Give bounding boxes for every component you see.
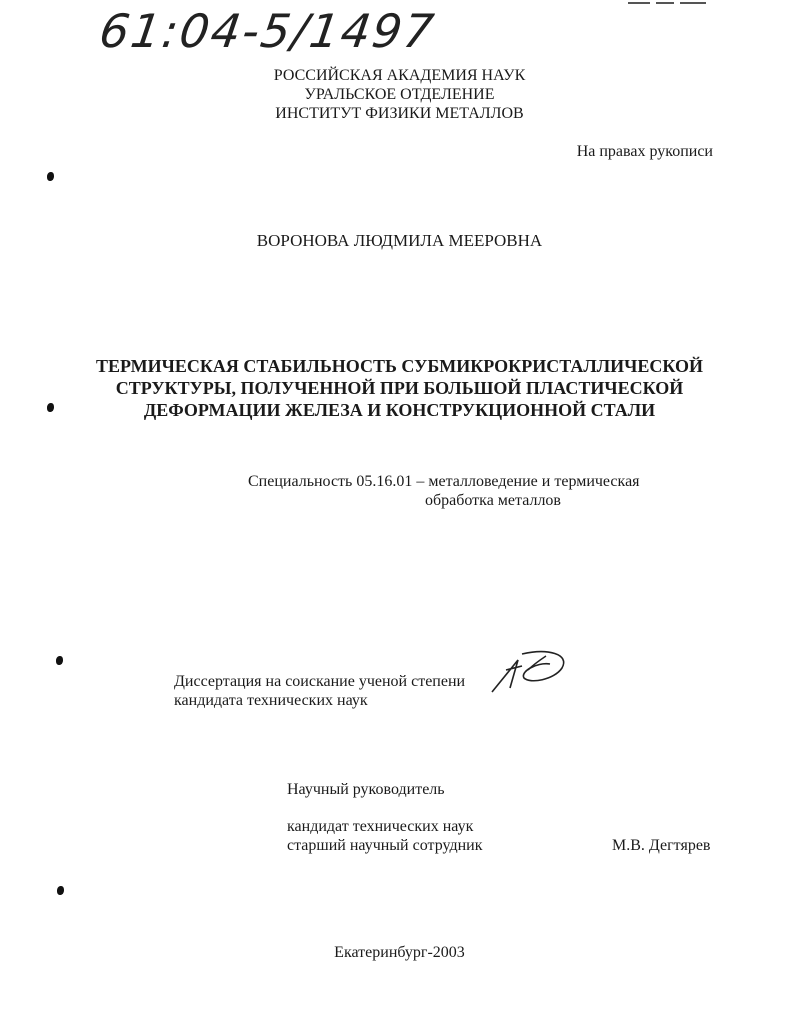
specialty-line2: обработка металлов (425, 492, 561, 509)
signature (488, 640, 578, 700)
supervisor-label: Научный руководитель (287, 781, 445, 798)
supervisor-position: старший научный сотрудник (287, 837, 483, 854)
scan-mark (680, 2, 706, 4)
supervisor-name: М.В. Дегтярев (612, 837, 711, 854)
binding-mark (56, 656, 63, 665)
binding-mark (47, 403, 54, 412)
rights-note: На правах рукописи (576, 143, 713, 160)
archive-number: 61:04-5/1497 (96, 4, 439, 58)
title-line: СТРУКТУРЫ, ПОЛУЧЕННОЙ ПРИ БОЛЬШОЙ ПЛАСТИЧЕСКОЙ (115, 378, 684, 398)
dissertation-line2: кандидата технических наук (174, 692, 368, 709)
header-academy: РОССИЙСКАЯ АКАДЕМИЯ НАУК (273, 67, 526, 84)
title-line: ДЕФОРМАЦИИ ЖЕЛЕЗА И КОНСТРУКЦИОННОЙ СТАЛИ (143, 400, 656, 420)
dissertation-title (0, 355, 799, 421)
header-branch: УРАЛЬСКОЕ ОТДЕЛЕНИЕ (304, 86, 495, 103)
header-institute: ИНСТИТУТ ФИЗИКИ МЕТАЛЛОВ (275, 105, 524, 122)
scan-mark (656, 2, 674, 4)
city-year: Екатеринбург-2003 (334, 944, 465, 961)
author-name: ВОРОНОВА ЛЮДМИЛА МЕЕРОВНА (256, 231, 543, 250)
binding-mark (57, 886, 64, 895)
specialty-line1: Специальность 05.16.01 – металловедение и термическая (248, 473, 640, 490)
title-line: ТЕРМИЧЕСКАЯ СТАБИЛЬНОСТЬ СУБМИКРОКРИСТАЛЛИЧЕСКОЙ (96, 356, 703, 376)
dissertation-line1: Диссертация на соискание ученой степени (174, 673, 466, 690)
binding-mark (47, 172, 54, 181)
supervisor-degree: кандидат технических наук (287, 818, 474, 835)
scan-mark (628, 2, 650, 4)
